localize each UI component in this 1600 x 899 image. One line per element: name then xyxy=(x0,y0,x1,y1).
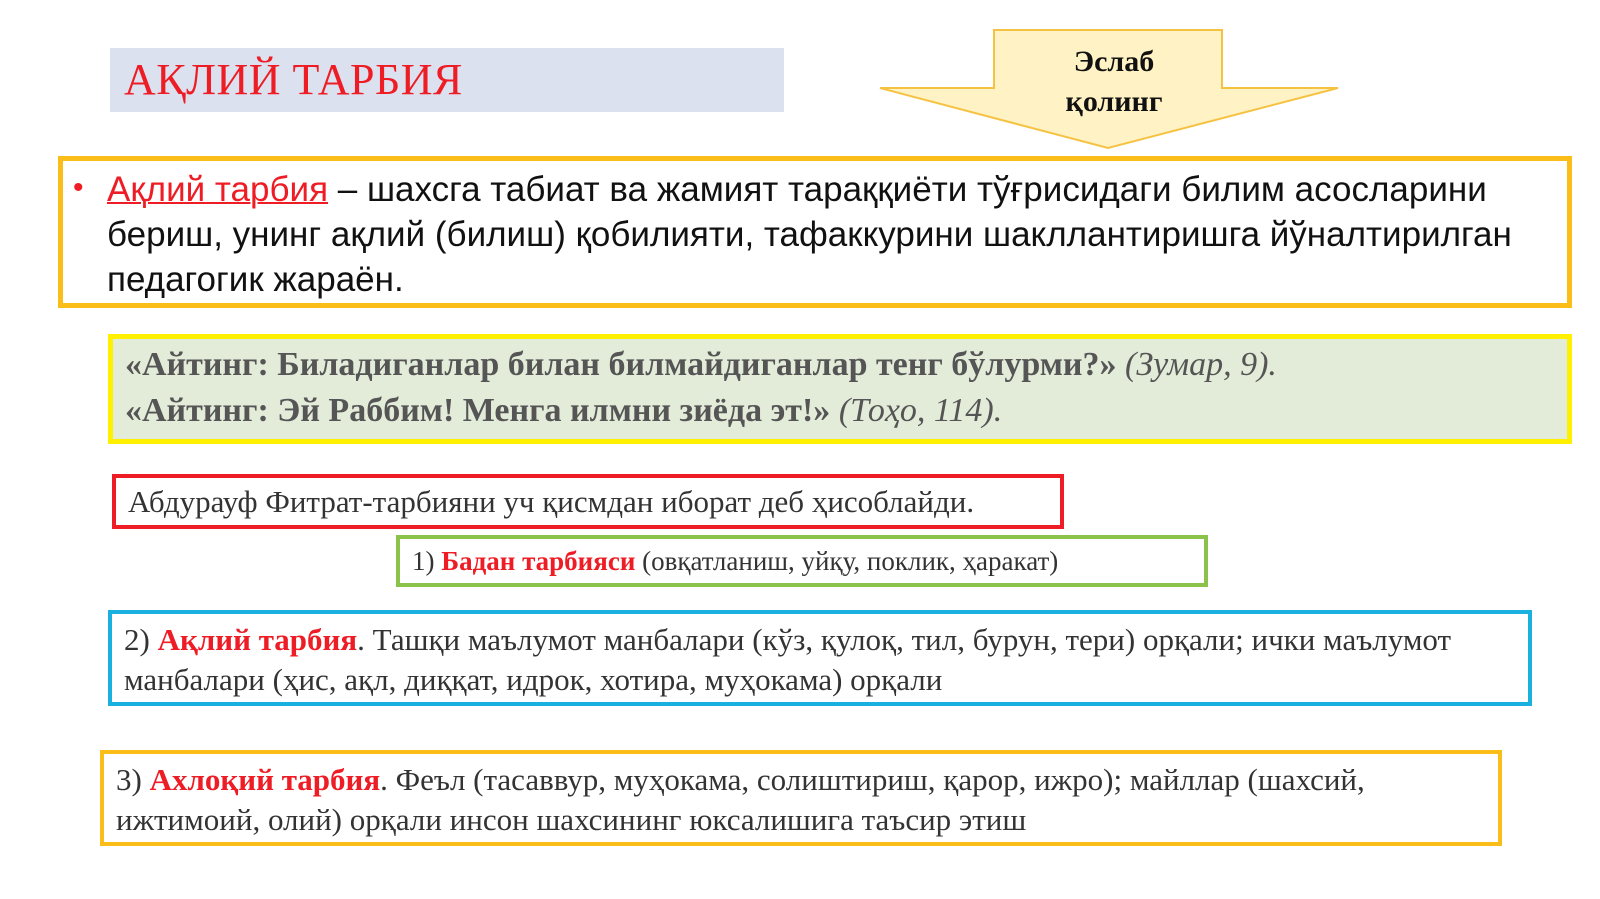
page-title: АҚЛИЙ ТАРБИЯ xyxy=(124,55,463,104)
item-description: . Ташқи маълумот манбалари (кўз, қулоқ, тил, бурун, тери) орқали; ички маълумот манбалари (ҳис, ақл, диққат, идрок, хотира, муҳокама) орқали xyxy=(124,622,1452,697)
definition-box xyxy=(58,156,1572,308)
callout-line-1: Эслаб xyxy=(1073,45,1155,78)
callout-text xyxy=(878,42,1350,122)
definition-text xyxy=(107,167,1527,302)
item-3-text xyxy=(116,760,1486,840)
item-description: (овқатланиш, уйқу, поклик, ҳаракат) xyxy=(635,546,1059,576)
quote-reference: (Зумар, 9). xyxy=(1116,346,1277,383)
quote-line-1 xyxy=(125,343,1277,387)
item-name: Ахлоқий тарбия xyxy=(149,762,381,797)
callout-line-2: қолинг xyxy=(1065,85,1163,118)
item-3-box xyxy=(100,750,1502,846)
quote-text: «Айтинг: Биладиганлар билан билмайдиганлар тенг бўлурми?» xyxy=(125,346,1117,383)
item-1-box xyxy=(396,535,1208,587)
remember-callout-arrow xyxy=(878,28,1350,152)
fitrat-statement-box xyxy=(112,474,1064,529)
item-number: 1) xyxy=(412,546,442,576)
title-box xyxy=(110,48,784,112)
definition-term: Ақлий тарбия xyxy=(107,170,329,209)
fitrat-statement: Абдурауф Фитрат-тарбияни уч қисмдан иборат деб ҳисоблайди. xyxy=(128,484,975,519)
bullet-icon: • xyxy=(73,171,84,204)
item-number: 2) xyxy=(124,622,158,657)
definition-body: – шахсга табиат ва жамият тараққиёти тўғрисидаги билим асосларини бериш, унинг ақлий (билиш) қобилияти, тафаккурини шакллантиришга йўналтирилган педагогик жараён. xyxy=(107,170,1512,299)
item-2-box xyxy=(108,610,1532,706)
quote-line-2 xyxy=(125,389,1002,433)
item-2-text xyxy=(124,620,1516,700)
quote-text: «Айтинг: Эй Раббим! Менга илмни зиёда эт!» xyxy=(125,392,831,429)
item-number: 3) xyxy=(116,762,150,797)
quote-reference: (Тоҳо, 114). xyxy=(830,392,1003,429)
item-name: Бадан тарбияси xyxy=(441,546,636,576)
quote-box xyxy=(108,334,1572,444)
item-1-text xyxy=(412,546,1058,577)
item-name: Ақлий тарбия xyxy=(157,622,358,657)
item-description: . Феъл (тасаввур, муҳокама, солиштириш, қарор, ижро); майллар (шахсий, ижтимоий, олий) орқали инсон шахсининг юксалишига таъсир этиш xyxy=(116,762,1365,837)
